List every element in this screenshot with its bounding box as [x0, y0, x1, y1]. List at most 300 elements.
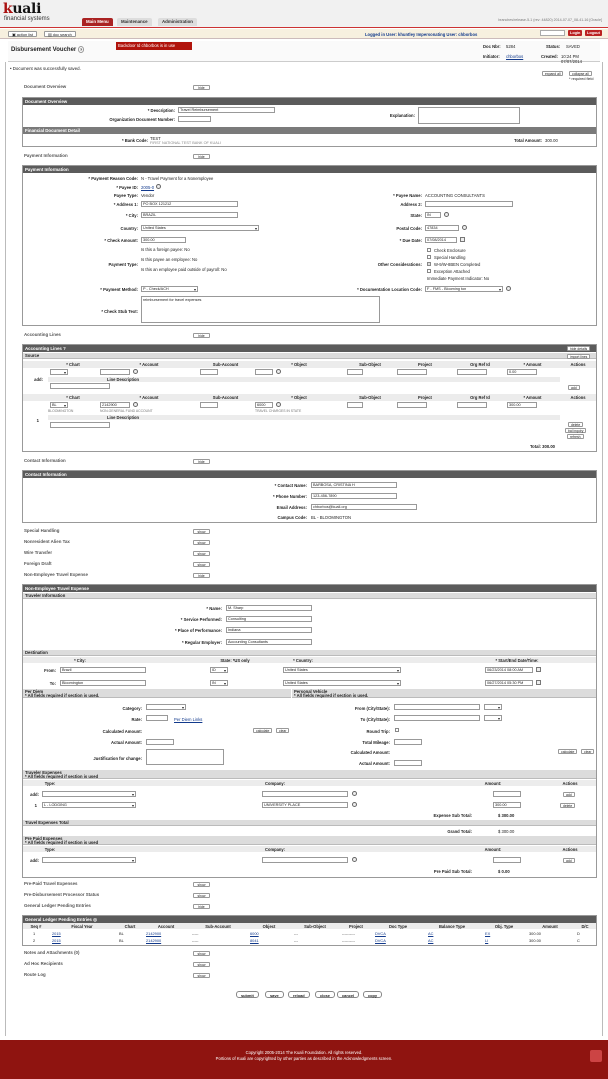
glpe-col-10: Obj. Type: [494, 924, 514, 929]
address2-input[interactable]: [425, 201, 513, 207]
check-stub-textarea[interactable]: reimbursement for travel expenses: [141, 296, 380, 323]
expense-amount-col: Amount:: [484, 781, 502, 786]
required-note: * required field: [569, 77, 594, 81]
other-considerations-label: Other Considerations:: [377, 262, 422, 267]
hide-document-overview-button[interactable]: hide: [193, 85, 210, 90]
row-chart-select[interactable]: BL ▾: [50, 402, 68, 408]
category-select[interactable]: [146, 704, 186, 710]
glpe-col-11: Amount: [542, 924, 558, 929]
total-amount-label: Total Amount:: [514, 138, 542, 143]
col-chart-2: * Chart: [66, 395, 80, 400]
prepaid-title: Pre Paid Expenses: [25, 835, 63, 841]
glpe-cell: ---: [294, 938, 298, 943]
email-label: Email Address:: [276, 505, 307, 510]
payment-reason-label: * Payment Reason Code:: [88, 176, 138, 181]
bank-code-label: * Bank Code:: [121, 138, 148, 143]
description-label: * Description:: [147, 108, 175, 113]
employer-label: * Regular Employer:: [181, 640, 222, 645]
payment-reason-value: N - Travel Payment for a Nonemployee: [141, 176, 214, 181]
glpe-cell[interactable]: 2142900: [146, 938, 162, 943]
glpe-cell: 2: [33, 938, 36, 943]
show-adhoc-button[interactable]: show: [193, 962, 210, 967]
doc-location-lookup-icon[interactable]: [506, 286, 511, 291]
add-org-ref-input[interactable]: [457, 369, 487, 375]
glpe-info-icon[interactable]: ◎: [93, 917, 97, 922]
prepaid-amount-col: Amount:: [484, 847, 502, 852]
glpe-col-3: Account: [157, 924, 175, 929]
doc-search-button[interactable]: [44, 31, 76, 37]
payee-lookup-icon[interactable]: [156, 184, 161, 189]
logo-mark: k: [3, 1, 13, 17]
close-button[interactable]: close: [315, 991, 335, 998]
traveler-expenses-note: * All fields required if section is used: [25, 773, 99, 779]
col-object-2: * Object: [291, 395, 307, 400]
place-label: * Place of Performance:: [174, 628, 222, 633]
glpe-cell[interactable]: LI: [485, 938, 489, 943]
glpe-cell: C: [577, 938, 580, 943]
row-sub-account-input[interactable]: [200, 402, 218, 408]
glpe-cell: 1: [33, 931, 36, 936]
col-amount: * Amount: [523, 362, 542, 367]
expense-actions-col: Actions: [562, 781, 578, 786]
destination-header: Destination: [23, 650, 596, 656]
add-chart-select[interactable]: [50, 369, 68, 375]
from-calendar-icon[interactable]: [536, 667, 541, 672]
add-line-label: add:: [34, 377, 43, 382]
prepaid-add-button[interactable]: add: [563, 858, 575, 863]
glpe-cell: 300.00: [529, 938, 541, 943]
import-lines-button[interactable]: import lines: [567, 354, 590, 359]
to-city-state-label: To (City/State):: [360, 717, 390, 722]
expense-company-input[interactable]: [262, 791, 348, 797]
glpe-cell: BL: [119, 931, 124, 936]
glpe-col-12: D/C: [581, 924, 589, 929]
object-lookup-icon[interactable]: [276, 369, 281, 374]
due-date-label: * Due Date:: [399, 238, 422, 243]
payment-method-label: * Payment Method:: [100, 287, 138, 292]
check-amount-label: * Check Amount:: [104, 238, 138, 243]
hide-non-employee-travel-button[interactable]: hide: [193, 573, 210, 578]
col-account: * Account: [139, 362, 159, 367]
glpe-cell: BL: [119, 938, 124, 943]
campus-value: BL - BLOOMINGTON: [311, 515, 352, 520]
doc-nbr-value: 5284: [506, 44, 516, 49]
prepaid-actions-col: Actions: [562, 847, 578, 852]
expense-type-select[interactable]: [42, 791, 136, 797]
glpe-col-0: Seq #: [30, 924, 42, 929]
payee-name-value: ACCOUNTING CONSULTANTS: [425, 193, 485, 198]
employee-outside-payroll-text: Is this an employee paid outside of payroll: No: [141, 267, 227, 272]
bank-code-value: TEST: [150, 136, 161, 141]
prepaid-company-input[interactable]: [262, 857, 348, 863]
phone-label: * Phone Number:: [273, 494, 307, 499]
expense-row-delete-button[interactable]: delete: [560, 803, 575, 808]
prepaid-note: * All fields required if section is used: [25, 839, 99, 845]
grand-total-label: Grand Total:: [447, 829, 472, 834]
help-icon[interactable]: ?: [63, 346, 66, 351]
prepaid-company-lookup-icon[interactable]: [352, 857, 357, 862]
help-icon[interactable]: ?: [79, 47, 83, 52]
backdoor-id-input[interactable]: [540, 30, 565, 36]
source-header: Source: [23, 353, 596, 359]
tab-route-log: Route Log: [24, 972, 46, 977]
grand-total-value: $ 300.00: [498, 829, 515, 834]
actual-amount-input[interactable]: [146, 739, 174, 745]
prepaid-type-col: Type:: [44, 847, 56, 852]
from-country-select[interactable]: United States ▾: [283, 667, 401, 673]
check-stub-label: * Check Stub Text:: [101, 309, 138, 314]
col-org-ref: Org Ref Id: [470, 362, 490, 367]
doc-search-label: doc search: [52, 32, 72, 37]
justification-textarea[interactable]: [146, 749, 224, 765]
pv-from-input[interactable]: [394, 704, 480, 710]
accounting-lines-header: [23, 345, 596, 352]
glpe-header: [23, 916, 596, 923]
payee-id-link[interactable]: 2005-0: [141, 185, 155, 190]
traveler-name-input[interactable]: M. Sharp: [226, 605, 312, 611]
show-notes-button[interactable]: show: [193, 951, 210, 956]
cancel-button[interactable]: cancel: [337, 991, 359, 998]
tab-document-overview: Document Overview: [24, 84, 67, 89]
pv-calc-amount-label: Calculated Amount:: [350, 750, 390, 755]
glpe-cell[interactable]: AC: [428, 931, 434, 936]
footer: [0, 1040, 608, 1079]
glpe-cell: 300.00: [529, 931, 541, 936]
glpe-cell[interactable]: DVCA: [375, 938, 386, 943]
calc-amount-label: Calculated Amount:: [102, 729, 142, 734]
employer-input[interactable]: Accounting Consultants: [226, 639, 312, 645]
tab-special-handling: Special Handling: [24, 528, 60, 533]
glpe-cell[interactable]: AC: [428, 938, 434, 943]
calculate-mileage-button[interactable]: calculate: [558, 749, 577, 754]
glpe-title: General Ledger Pending Entries: [25, 917, 92, 922]
per-diem-note: * All fields required if section is used.: [25, 692, 100, 698]
add-project-input[interactable]: [397, 369, 427, 375]
contact-information-header: Contact Information: [23, 471, 596, 478]
payee-type-value: Vendor: [141, 193, 155, 198]
glpe-cell[interactable]: 8041: [250, 938, 259, 943]
contact-name-input[interactable]: BARBOSA, CRISTINA H: [311, 482, 397, 488]
expense-company-lookup-icon[interactable]: [352, 791, 357, 796]
col-account-2: * Account: [139, 395, 159, 400]
address1-input[interactable]: PO BOX 121212: [141, 201, 238, 207]
tab-glpe: General Ledger Pending Entries: [24, 903, 91, 908]
logout-button[interactable]: Logout: [587, 31, 600, 35]
pv-from-state-select[interactable]: [484, 704, 502, 710]
dest-state-col: State: *US only: [220, 658, 250, 663]
row-chart-name: BLOOMINGTON: [48, 409, 74, 413]
status-label: Status:: [546, 44, 561, 49]
expense-row-company-lookup-icon[interactable]: [352, 802, 357, 807]
w9-checkbox[interactable]: [427, 262, 431, 266]
traveler-info-header: Traveler Information: [23, 593, 596, 599]
check-enclosure-checkbox[interactable]: [427, 248, 431, 252]
state-input[interactable]: IN: [425, 212, 441, 218]
from-label: From:: [44, 668, 56, 673]
org-doc-number-label: Organization Document Number:: [109, 117, 175, 122]
submit-button[interactable]: submit: [236, 991, 259, 998]
exception-attached-label: Exception Attached: [434, 269, 470, 274]
glpe-col-9: Balance Type: [438, 924, 466, 929]
service-input[interactable]: Consulting: [226, 616, 312, 622]
to-country-select[interactable]: United States ▾: [283, 680, 401, 686]
row-org-ref-input[interactable]: [457, 402, 487, 408]
from-city-state-label: From (City/State):: [354, 706, 390, 711]
contact-name-label: * Contact Name:: [274, 483, 307, 488]
postal-lookup-icon[interactable]: [462, 225, 467, 230]
to-date-input[interactable]: 06/27/2014 05:30 PM: [485, 680, 533, 686]
check-amount-input[interactable]: 300.00: [141, 237, 186, 243]
tab-non-employee-travel: Non-Employee Travel Expense: [24, 572, 88, 577]
balance-inquiry-button[interactable]: bal inquiry: [565, 428, 586, 433]
kuali-logo[interactable]: kuali: [3, 1, 42, 17]
per-diem-header: [23, 689, 291, 698]
collapse-all-button[interactable]: collapse all: [569, 71, 592, 76]
per-diem-links[interactable]: Per Diem Links: [174, 717, 203, 722]
row-amount-input[interactable]: 300.00: [507, 402, 537, 408]
tab-predisbursement: Pre-Disbursement Processor Status: [24, 892, 100, 897]
payment-method-select[interactable]: P - Check/ACH ▾: [141, 286, 198, 292]
email-input[interactable]: chborbos@kuali.org: [311, 504, 417, 510]
show-predisbursement-button[interactable]: show: [193, 893, 210, 898]
add-sub-object-input[interactable]: [347, 369, 363, 375]
country-select[interactable]: United States ▾: [141, 225, 259, 231]
hide-accounting-lines-button[interactable]: hide: [193, 333, 210, 338]
postal-code-label: Postal Code:: [396, 226, 422, 231]
calendar-icon[interactable]: [460, 237, 465, 242]
glpe-cell[interactable]: 2142900: [146, 931, 162, 936]
postal-code-input[interactable]: 47834: [425, 225, 459, 231]
add-line-desc-input[interactable]: [50, 383, 110, 389]
rate-label: Rate:: [131, 717, 142, 722]
col-actions: Actions: [570, 362, 586, 367]
glpe-cell: -----: [192, 931, 199, 936]
service-label: * Service Performed:: [180, 617, 222, 622]
travel-total-header: Travel Expenses Total: [23, 820, 596, 826]
app-header: [0, 0, 608, 28]
explanation-textarea[interactable]: [418, 107, 520, 124]
show-nonresident-button[interactable]: show: [193, 540, 210, 545]
per-diem-title: Per Diem: [25, 688, 44, 694]
initiator-link[interactable]: chborbos: [506, 54, 524, 59]
tab-adhoc: Ad Hoc Recipients: [24, 961, 63, 966]
row-line-desc-input[interactable]: [50, 422, 110, 428]
tab-maintenance[interactable]: Maintenance: [117, 18, 152, 26]
to-city-input[interactable]: Bloomington: [60, 680, 146, 686]
expense-row-company-input[interactable]: UNIVERSITY PLACE: [262, 802, 348, 808]
immediate-payment-text: Immediate Payment Indicator: No: [427, 276, 490, 281]
logo-subtitle: financial systems: [4, 16, 50, 22]
show-special-handling-button[interactable]: show: [193, 529, 210, 534]
show-foreign-draft-button[interactable]: show: [193, 562, 210, 567]
round-trip-checkbox[interactable]: [395, 728, 399, 732]
show-route-log-button[interactable]: show: [193, 973, 210, 978]
col-actions-2: Actions: [570, 395, 586, 400]
action-list-icon: ▣: [12, 32, 17, 37]
row-sub-object-input[interactable]: [347, 402, 363, 408]
exception-attached-checkbox[interactable]: [427, 269, 431, 273]
account-lookup-icon[interactable]: [133, 369, 138, 374]
tab-notes: Notes and Attachments (0): [24, 950, 80, 955]
row-account-input[interactable]: 2142900: [100, 402, 130, 408]
description-input[interactable]: Travel Reimbursement: [178, 107, 275, 113]
row-object-name: TRAVEL CHARGES IN STATE: [255, 409, 302, 413]
prepaid-company-col: Company:: [264, 847, 285, 852]
tab-nonresident-alien-tax: Nonresident Alien Tax: [24, 539, 70, 544]
expand-all-button[interactable]: expand all: [542, 71, 563, 76]
save-button[interactable]: save: [265, 991, 284, 998]
accounting-total: Total: 300.00: [529, 444, 555, 449]
hide-payment-information-button[interactable]: hide: [193, 154, 210, 159]
org-doc-number-input[interactable]: [178, 116, 211, 122]
special-handling-checkbox[interactable]: [427, 255, 431, 259]
row-number: 1: [36, 418, 39, 423]
row-object-lookup-icon[interactable]: [276, 402, 281, 407]
doc-location-select[interactable]: F - FMS - Blooming ton ▾: [425, 286, 503, 292]
rate-input[interactable]: [146, 715, 168, 721]
tab-contact-information: Contact Information: [24, 458, 66, 463]
place-input[interactable]: Indiana: [226, 627, 312, 633]
actual-amount-label: Actual Amount:: [110, 740, 142, 745]
delete-line-button[interactable]: delete: [568, 422, 583, 427]
pv-to-state-select[interactable]: [484, 715, 502, 721]
payment-type-label: Payment Type:: [108, 262, 138, 267]
add-account-input[interactable]: [100, 369, 130, 375]
hide-details-button[interactable]: hide details: [567, 346, 590, 351]
glpe-cell: D: [577, 931, 580, 936]
add-amount-input[interactable]: 0.00: [507, 369, 537, 375]
personal-vehicle-header: [292, 689, 596, 698]
due-date-input[interactable]: 07/08/2014: [425, 237, 457, 243]
refresh-line-button[interactable]: refresh: [567, 434, 584, 439]
expense-add-button[interactable]: add: [563, 792, 575, 797]
action-list-label: action list: [16, 32, 33, 37]
col-sub-account: Sub-Account: [212, 362, 239, 367]
col-sub-object: Sub-Object: [359, 362, 381, 367]
payee-id-label: * Payee ID:: [116, 185, 138, 190]
pv-title: Personal Vehicle: [294, 688, 328, 694]
from-city-input[interactable]: Brazil: [60, 667, 146, 673]
prepaid-subtotal-label: Pre Paid Sub Total:: [433, 869, 472, 874]
expense-amount-input[interactable]: [493, 791, 521, 797]
state-lookup-icon[interactable]: [444, 212, 449, 217]
check-enclosure-label: Check Enclosure: [434, 248, 466, 253]
login-button[interactable]: Login: [570, 31, 581, 35]
glpe-cell[interactable]: DVCA: [375, 931, 386, 936]
glpe-col-4: Sub-Account: [205, 924, 231, 929]
bank-name: FIRST NATIONAL TEST BANK OF KUALI: [150, 141, 221, 145]
logged-in-user: Logged in User: khuntley Impersonating User: chborbos: [365, 32, 478, 37]
action-list-button[interactable]: [8, 31, 37, 37]
justification-label: Justification for change:: [93, 756, 142, 761]
tab-prepaid-travel: Pre-Paid Travel Expenses: [24, 881, 78, 886]
success-message-text: Document was successfully saved.: [12, 66, 81, 71]
expense-subtotal-value: $ 300.00: [498, 813, 515, 818]
to-calendar-icon[interactable]: [536, 680, 541, 685]
add-line-button[interactable]: add: [568, 385, 580, 390]
row-project-input[interactable]: [397, 402, 427, 408]
row-line-desc-label: Line Description: [106, 415, 140, 420]
show-prepaid-button[interactable]: show: [193, 882, 210, 887]
hide-contact-information-button[interactable]: hide: [193, 459, 210, 464]
glpe-cell[interactable]: EX: [485, 931, 491, 936]
total-mileage-input[interactable]: [394, 739, 422, 745]
col-amount-2: * Amount: [523, 395, 542, 400]
glpe-cell[interactable]: 6000: [250, 931, 259, 936]
expense-type-col: Type:: [44, 781, 56, 786]
to-state-select[interactable]: IN ▾: [210, 680, 228, 686]
pv-to-input[interactable]: [394, 715, 480, 721]
prepaid-amount-input[interactable]: [493, 857, 521, 863]
doc-title-text: Disbursement Voucher: [11, 47, 77, 53]
row-account-lookup-icon[interactable]: [133, 402, 138, 407]
foreign-payee-text: Is this a foreign payee: No: [141, 247, 190, 252]
copy-button[interactable]: copy: [363, 991, 382, 998]
hide-glpe-button[interactable]: hide: [193, 904, 210, 909]
prepaid-type-select[interactable]: [42, 857, 136, 863]
to-label: To:: [49, 681, 56, 686]
col-chart: * Chart: [66, 362, 80, 367]
clear-mileage-button[interactable]: clear: [581, 749, 594, 754]
glpe-cell[interactable]: 2015: [52, 938, 61, 943]
calculate-per-diem-button[interactable]: calculate: [253, 728, 272, 733]
glpe-col-2: Chart: [124, 924, 136, 929]
glpe-cell[interactable]: 2015: [52, 931, 61, 936]
tab-main-menu[interactable]: Main Menu: [82, 18, 113, 26]
col-project-2: Project: [418, 395, 432, 400]
tab-administration[interactable]: Administration: [158, 18, 197, 26]
address1-label: * Address 1:: [113, 202, 138, 207]
expense-row-amount-input[interactable]: 300.00: [493, 802, 521, 808]
pv-actual-amount-input[interactable]: [394, 760, 422, 766]
w9-label: W-9/W-8BEN Completed: [434, 262, 481, 267]
phone-input[interactable]: 123-456-7890: [311, 493, 397, 499]
address2-label: Address 2:: [400, 202, 422, 207]
tab-accounting-lines: Accounting Lines: [24, 332, 61, 337]
glpe-cell: ----------: [342, 931, 355, 936]
reload-button[interactable]: reload: [288, 991, 310, 998]
status-value: SAVED: [566, 44, 580, 49]
show-wire-transfer-button[interactable]: show: [193, 551, 210, 556]
glpe-col-6: Sub-Object: [304, 924, 326, 929]
from-date-input[interactable]: 06/23/2014 08:00 AM: [485, 667, 533, 673]
prepaid-columns: [23, 846, 596, 852]
row-object-input[interactable]: 6000: [255, 402, 273, 408]
expense-company-col: Company:: [264, 781, 285, 786]
tab-wire-transfer: Wire Transfer: [24, 550, 53, 555]
payee-name-label: * Payee Name:: [393, 193, 422, 198]
campus-label: Campus Code:: [277, 515, 307, 520]
doc-search-icon: ▤: [48, 32, 53, 37]
from-state-select[interactable]: ID ▾: [210, 667, 228, 673]
initiator-label: Initiator:: [483, 54, 500, 59]
traveler-expenses-title: Traveler Expenses: [25, 769, 62, 775]
city-input[interactable]: BRAZIL: [141, 212, 238, 218]
glpe-col-1: Fiscal Year: [71, 924, 93, 929]
add-object-input[interactable]: [255, 369, 273, 375]
top-toolbar: [0, 29, 608, 39]
payment-information-header: Payment Information: [23, 166, 596, 173]
clear-per-diem-button[interactable]: clear: [276, 728, 289, 733]
expense-row-type-select[interactable]: L - LODGING ▾: [42, 802, 136, 808]
expense-columns: [23, 780, 596, 786]
created-label: Created:: [541, 54, 558, 59]
document-header: [8, 41, 600, 62]
pv-note: * All fields required if section is used.: [294, 692, 369, 698]
add-sub-account-input[interactable]: [200, 369, 218, 375]
accounting-lines-title: Accounting Lines: [25, 346, 62, 351]
col-sub-account-2: Sub-Account: [212, 395, 239, 400]
